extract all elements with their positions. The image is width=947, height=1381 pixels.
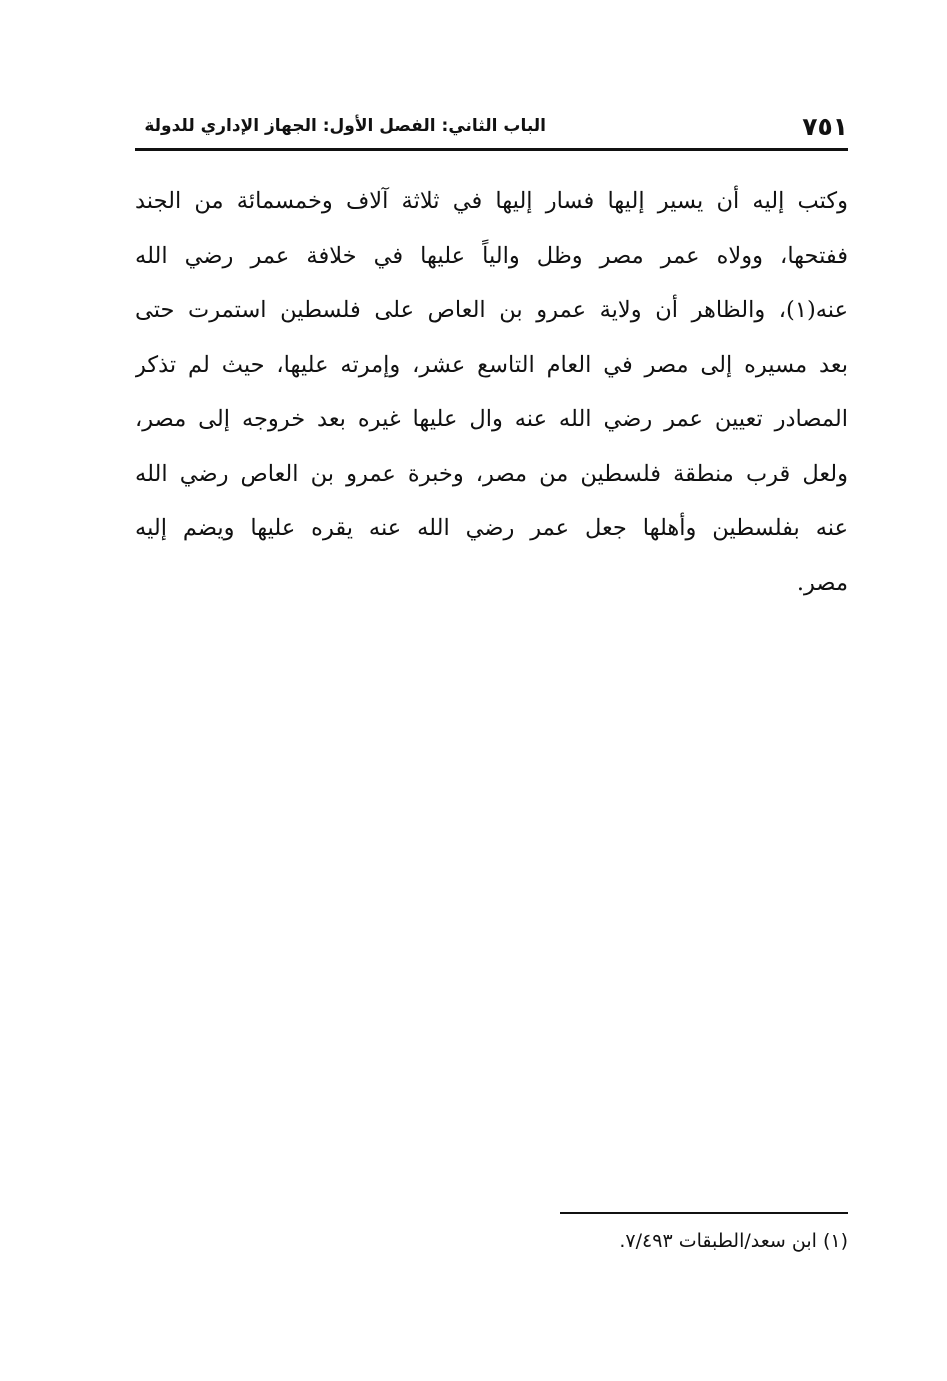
body-line: مصر.: [796, 569, 848, 596]
body-line: عنه بفلسطين وأهلها جعل عمر رضي الله عنه يقره عليها ويضم إليه: [135, 515, 848, 541]
body-line: المصادر تعيين عمر رضي الله عنه وال عليها غيره بعد خروجه إلى مصر،: [135, 406, 848, 432]
body-line: ولعل قرب منطقة فلسطين من مصر، وخبرة عمرو بن العاص رضي الله: [135, 460, 848, 487]
body-line: بعد مسيره إلى مصر في العام التاسع عشر، وإمرته عليها، حيث لم تذكر: [135, 351, 848, 378]
running-header-title: الباب الثاني: الفصل الأول: الجهاز الإداري للدولة: [144, 116, 546, 136]
footnote-separator: [560, 1212, 848, 1214]
footnote: (١) ابن سعد/الطبقات ٧/٤٩٣.: [619, 1230, 848, 1252]
body-line: وكتب إليه أن يسير إليها فسار إليها في ثلاثة آلاف وخمسمائة من الجند: [135, 188, 848, 214]
body-line: ففتحها، وولاه عمر مصر وظل والياً عليها في خلافة عمر رضي الله: [135, 242, 848, 269]
page-header: [135, 112, 848, 152]
page-number: ٧٥١: [802, 112, 848, 141]
header-rule: [135, 148, 848, 151]
body-line: عنه(١)، والظاهر أن ولاية عمرو بن العاص على فلسطين استمرت حتى: [135, 297, 848, 323]
body-text: [135, 178, 848, 614]
